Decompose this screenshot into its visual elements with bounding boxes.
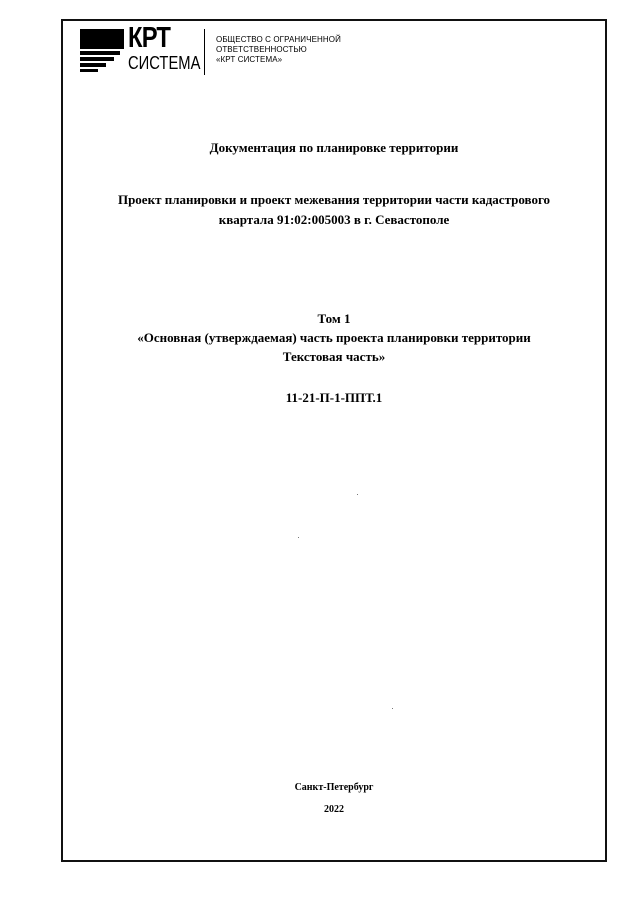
logo-brand-sistema: СИСТЕМА xyxy=(128,53,201,73)
logo-divider xyxy=(204,29,205,75)
document-title: Документация по планировке территории xyxy=(209,140,459,155)
volume-subtitle: Текстовая часть» xyxy=(282,349,386,364)
scan-speck xyxy=(298,537,299,538)
company-logo xyxy=(80,22,380,79)
logo-brand-krt: КРТ xyxy=(128,22,171,54)
volume-title: «Основная (утверждаемая) часть проекта планировки территории xyxy=(137,330,531,345)
project-title xyxy=(61,190,607,230)
org-name-line: ОБЩЕСТВО С ОГРАНИЧЕННОЙ xyxy=(216,35,341,44)
scan-speck xyxy=(392,708,393,709)
org-name-line: ОТВЕТСТВЕННОСТЬЮ xyxy=(216,45,307,54)
year: 2022 xyxy=(324,804,344,815)
scan-speck xyxy=(357,494,358,495)
volume-info xyxy=(61,309,607,366)
volume-number: Том 1 xyxy=(317,311,351,326)
logo-stripes-icon xyxy=(80,27,126,73)
project-title-line: Проект планировки и проект межевания территории части кадастрового xyxy=(117,192,551,207)
city: Санкт-Петербург xyxy=(294,782,374,793)
org-name-line: «КРТ СИСТЕМА» xyxy=(216,55,283,64)
org-name xyxy=(216,35,341,65)
document-code: 11-21-П-1-ППТ.1 xyxy=(285,390,383,405)
project-title-line: квартала 91:02:005003 в г. Севастополе xyxy=(218,212,450,227)
